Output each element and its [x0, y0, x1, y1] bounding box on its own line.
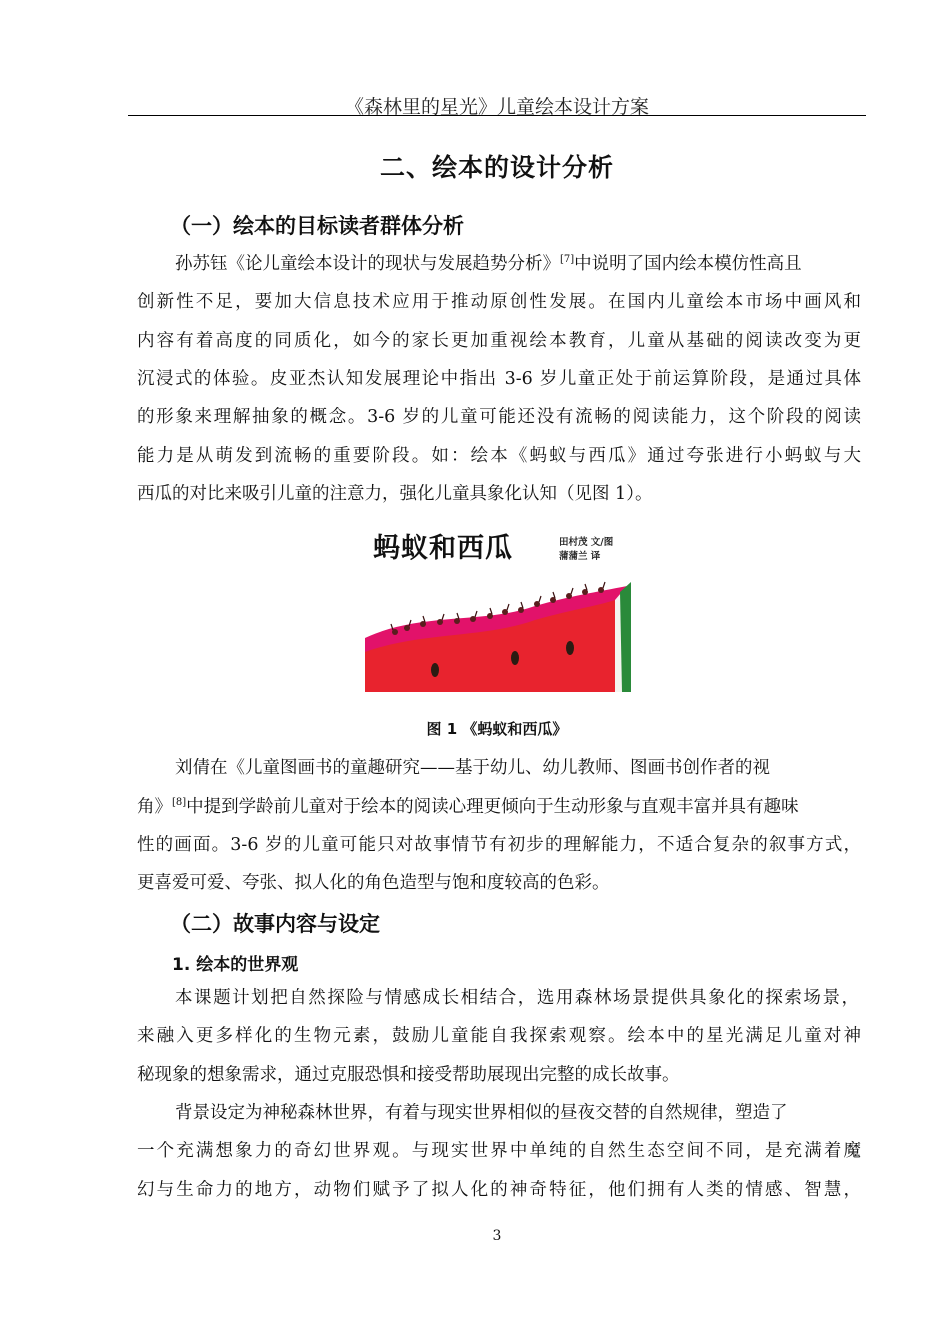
citation-ref: [8]: [172, 797, 187, 809]
citation-text: 中说明了国内绘本模仿性高且: [574, 254, 802, 274]
cover-title: 蚂蚁和西瓜: [373, 533, 513, 564]
citation-ref: [7]: [560, 254, 575, 266]
paragraph-line: 幻与生命力的地方，动物们赋予了拟人化的神奇特征，他们拥有人类的情感、智慧，: [137, 1180, 861, 1200]
paragraph-line: 更喜爱可爱、夸张、拟人化的角色造型与饱和度较高的色彩。: [137, 873, 610, 893]
paragraph-line: 创新性不足，要加大信息技术应用于推动原创性发展。在国内儿童绘本市场中画风和: [137, 292, 861, 312]
paragraph-line: [175, 252, 859, 276]
paragraph-line: 本课题计划把自然探险与情感成长相结合，选用森林场景提供具象化的探索场景，: [175, 988, 859, 1008]
citation-text: 孙苏钰《论儿童绘本设计的现状与发展趋势分析》: [175, 254, 560, 274]
section-heading-story-content: （二）故事内容与设定: [170, 912, 380, 936]
paragraph-line: [137, 795, 799, 819]
page-number: 3: [492, 1228, 502, 1244]
paragraph-line: 来融入更多样化的生物元素，鼓励儿童能自我探索观察。绘本中的星光满足儿童对神: [137, 1026, 861, 1046]
figure-book-cover: [365, 520, 631, 692]
citation-text: 角》: [137, 797, 172, 817]
running-header: 《森林里的星光》儿童绘本设计方案: [344, 96, 649, 118]
paragraph-line: 内容有着高度的同质化，如今的家长更加重视绘本教育，儿童从基础的阅读改变为更: [137, 331, 861, 351]
chapter-title: 二、绘本的设计分析: [379, 153, 614, 182]
figure-caption: 图 1 《蚂蚁和西瓜》: [426, 720, 568, 738]
paragraph-line: 刘倩在《儿童图画书的童趣研究——基于幼儿、幼儿教师、图画书创作者的视: [175, 758, 770, 778]
section-heading-target-readers: （一）绘本的目标读者群体分析: [170, 214, 464, 238]
cover-credit-translator: 蒲蒲兰 译: [559, 551, 601, 562]
paragraph-line: 沉浸式的体验。皮亚杰认知发展理论中指出 3-6 岁儿童正处于前运算阶段，是通过具体: [137, 369, 861, 389]
paragraph-line: 能力是从萌发到流畅的重要阶段。如：绘本《蚂蚁与西瓜》通过夸张进行小蚂蚁与大: [137, 446, 861, 466]
paragraph-line: 一个充满想象力的奇幻世界观。与现实世界中单纯的自然生态空间不同，是充满着魔: [137, 1141, 861, 1161]
cover-credit-author: 田村茂 文/图: [559, 537, 614, 548]
paragraph-line: 背景设定为神秘森林世界，有着与现实世界相似的昼夜交替的自然规律，塑造了: [175, 1103, 788, 1123]
citation-text: 中提到学龄前儿童对于绘本的阅读心理更倾向于生动形象与直观丰富并具有趣味: [186, 797, 799, 817]
header-rule: [128, 115, 866, 116]
sub-heading-worldview: 1. 绘本的世界观: [172, 955, 299, 975]
paragraph-line: 的形象来理解抽象的概念。3-6 岁的儿童可能还没有流畅的阅读能力，这个阶段的阅读: [137, 407, 861, 427]
paragraph-line: 性的画面。3-6 岁的儿童可能只对故事情节有初步的理解能力，不适合复杂的叙事方式，: [137, 835, 861, 855]
paragraph-line: 秘现象的想象需求，通过克服恐惧和接受帮助展现出完整的成长故事。: [137, 1065, 680, 1085]
paragraph-line: 西瓜的对比来吸引儿童的注意力，强化儿童具象化认知（见图 1）。: [137, 484, 653, 504]
